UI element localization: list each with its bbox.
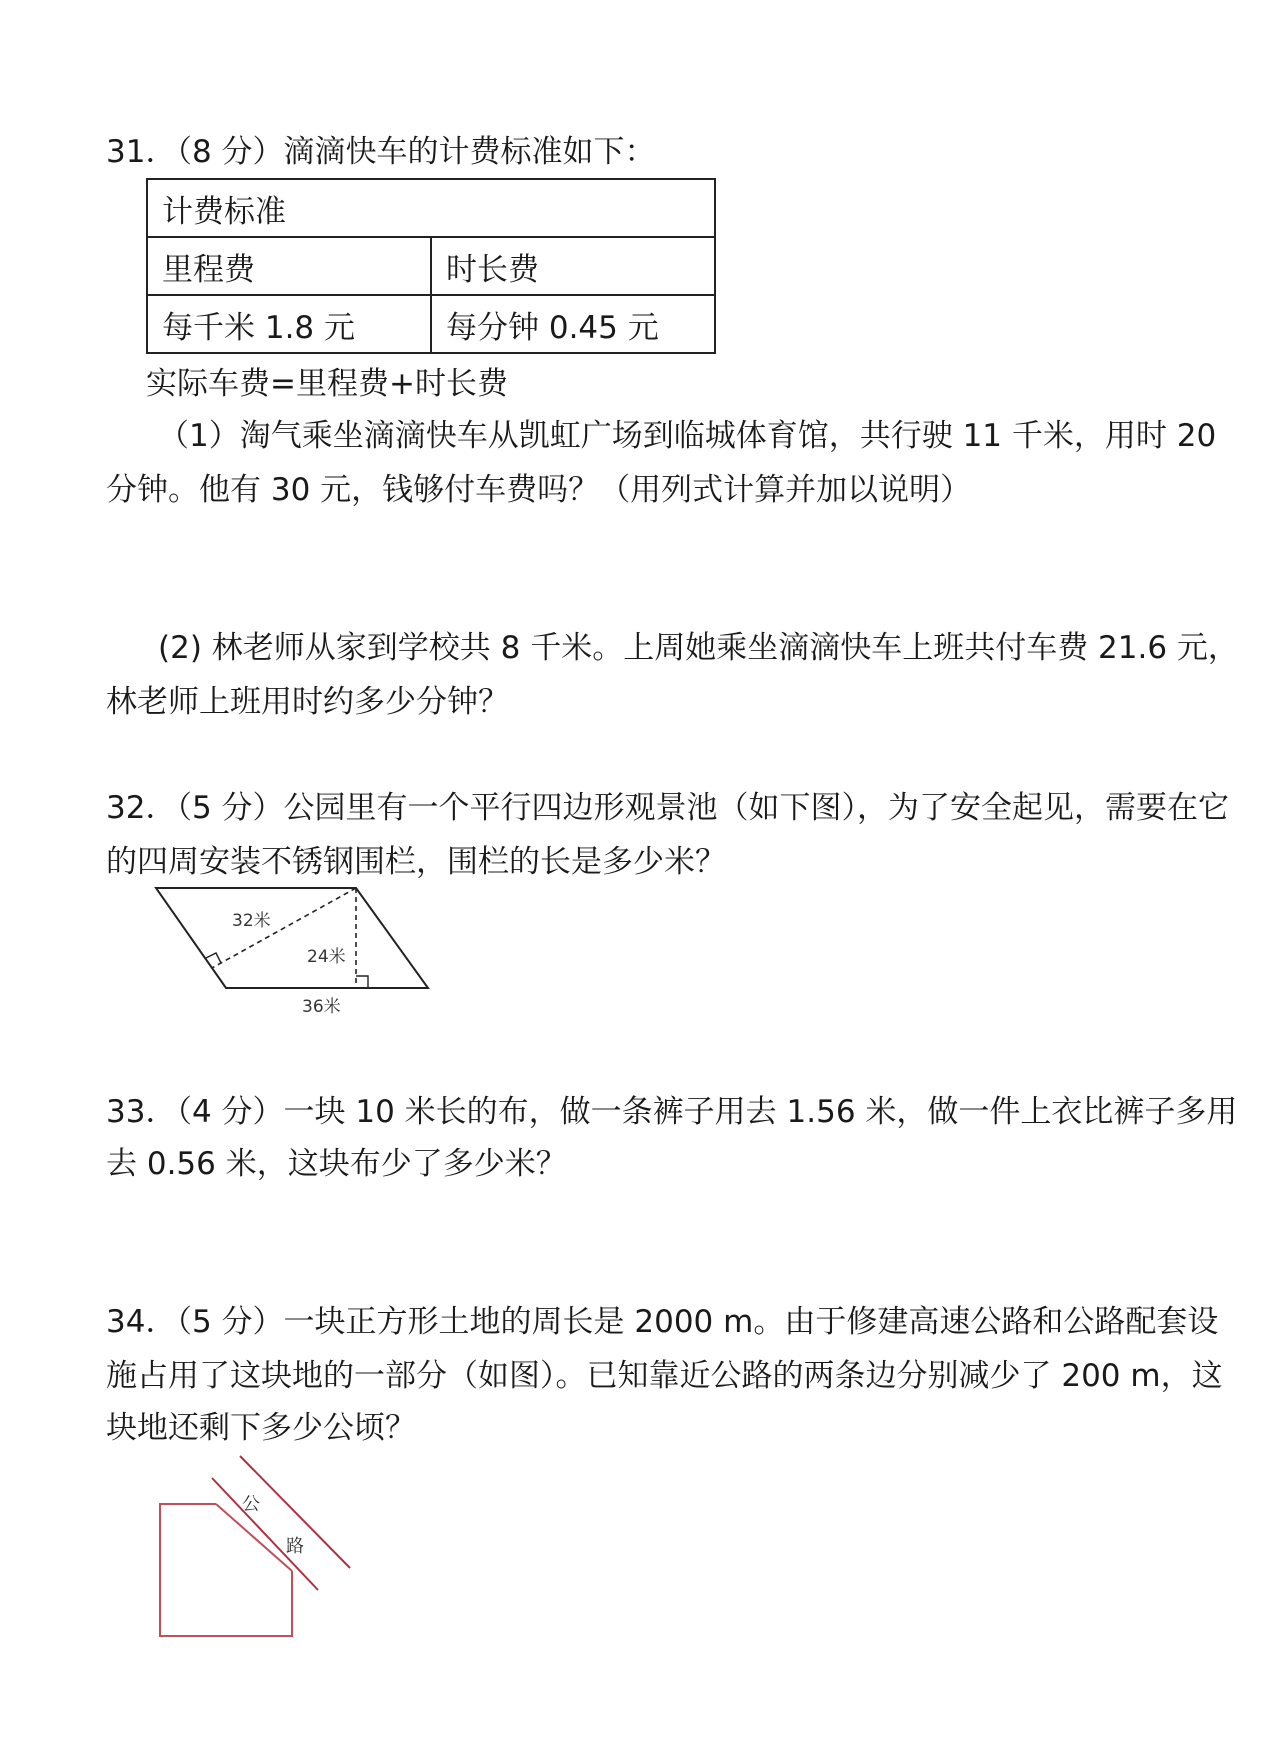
- q34-line1: 34．（5 分）一块正方形土地的周长是 2000 m。由于修建高速公路和公路配套设: [106, 1304, 1219, 1340]
- q33-line2: 去 0.56 米，这块布少了多少米？: [106, 1146, 567, 1182]
- parallelogram-figure: [150, 882, 440, 1022]
- label-base-36m: 36米: [302, 997, 341, 1017]
- label-height-24m: 24米: [307, 947, 346, 967]
- q32-line2: 的四周安装不锈钢围栏，围栏的长是多少米？: [106, 844, 726, 880]
- q31-part2-line1: (2) 林老师从家到学校共 8 千米。上周她乘坐滴滴快车上班共付车费 21.6 元，: [158, 630, 1239, 666]
- fee-table-header: 计费标准: [147, 179, 715, 237]
- fee-table-mileage-label: 里程费: [147, 237, 431, 295]
- q34-line2: 施占用了这块地的一部分（如图）。已知靠近公路的两条边分别减少了 200 m，这: [106, 1358, 1223, 1394]
- q31-part2-line2: 林老师上班用时约多少分钟？: [106, 684, 509, 720]
- label-side-32m: 32米: [232, 911, 271, 931]
- road-edge-inner: [212, 1478, 318, 1590]
- q31-formula: 实际车费=里程费+时长费: [146, 366, 508, 402]
- fee-table-mileage-value: 每千米 1.8 元: [147, 295, 431, 353]
- q33-line1: 33．（4 分）一块 10 米长的布，做一条裤子用去 1.56 米，做一件上衣比裤子多用: [106, 1094, 1238, 1130]
- road-label-gong: 公: [242, 1494, 260, 1515]
- fee-table-duration-value: 每分钟 0.45 元: [431, 295, 715, 353]
- fee-table-duration-label: 时长费: [431, 237, 715, 295]
- q31-title: 31．（8 分）滴滴快车的计费标准如下：: [106, 134, 656, 170]
- road-label-lu: 路: [286, 1536, 304, 1557]
- parallelogram-outline: [156, 888, 428, 988]
- q32-line1: 32．（5 分）公园里有一个平行四边形观景池（如下图），为了安全起见，需要在它: [106, 790, 1230, 826]
- land-outline: [160, 1504, 292, 1636]
- right-angle-mark-base: [356, 976, 368, 988]
- fee-table: [146, 178, 716, 354]
- land-road-figure: [150, 1456, 370, 1646]
- q31-part1-line2: 分钟。他有 30 元，钱够付车费吗？（用列式计算并加以说明）: [106, 472, 972, 508]
- q31-part1-line1: （1）淘气乘坐滴滴快车从凯虹广场到临城体育馆，共行驶 11 千米，用时 20: [158, 418, 1217, 454]
- q34-line3: 块地还剩下多少公顷？: [106, 1410, 416, 1446]
